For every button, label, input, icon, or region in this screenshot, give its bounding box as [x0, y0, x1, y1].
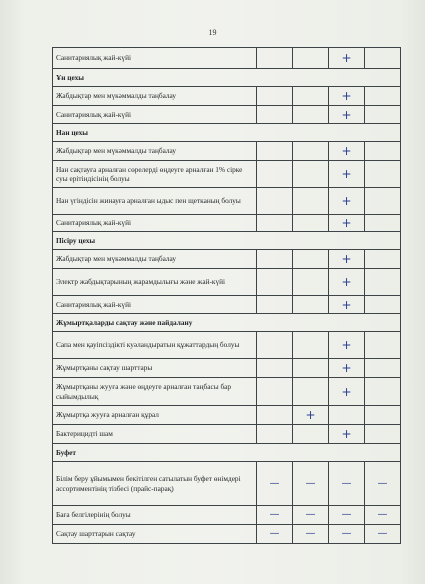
mark-cell	[293, 161, 329, 188]
handwritten-plus-mark: +	[341, 144, 352, 158]
table-row	[53, 269, 401, 296]
handwritten-plus-mark: +	[341, 216, 352, 230]
mark-cell	[257, 359, 293, 378]
mark-cell	[257, 332, 293, 359]
mark-cell	[329, 506, 365, 525]
mark-cell	[329, 406, 365, 425]
handwritten-plus-mark: +	[341, 275, 352, 289]
mark-cell	[329, 269, 365, 296]
handwritten-plus-mark: +	[341, 427, 352, 441]
table-row	[53, 506, 401, 525]
section-title: Нан цехы	[53, 124, 401, 142]
mark-cell	[329, 250, 365, 269]
table-row	[53, 106, 401, 124]
handwritten-dash-mark: —	[305, 477, 316, 489]
mark-cell	[329, 215, 365, 232]
table-row	[53, 250, 401, 269]
criterion-label: Баға белгілерінің болуы	[53, 506, 257, 525]
mark-cell	[365, 269, 401, 296]
mark-cell	[257, 87, 293, 106]
mark-cell	[329, 87, 365, 106]
mark-cell	[329, 48, 365, 69]
handwritten-plus-mark: +	[341, 297, 352, 312]
mark-cell	[257, 106, 293, 124]
criterion-label: Санитариялық жай-күйі	[53, 48, 257, 69]
mark-cell	[257, 506, 293, 525]
mark-cell	[293, 188, 329, 215]
table-row	[53, 48, 401, 69]
table-row	[53, 87, 401, 106]
mark-cell	[257, 378, 293, 406]
mark-cell	[293, 359, 329, 378]
handwritten-dash-mark: —	[341, 528, 352, 539]
criterion-label: Санитариялық жай-күйі	[53, 106, 257, 124]
handwritten-dash-mark: —	[377, 509, 388, 520]
mark-cell	[257, 250, 293, 269]
handwritten-plus-mark: +	[341, 194, 352, 208]
checklist-body	[53, 48, 401, 544]
mark-cell	[293, 142, 329, 161]
table-row	[53, 215, 401, 232]
mark-cell	[365, 378, 401, 406]
mark-cell	[365, 525, 401, 544]
table-row	[53, 378, 401, 406]
section-header-row	[53, 69, 401, 87]
mark-cell	[293, 425, 329, 444]
page-number: 19	[208, 28, 217, 37]
criterion-label: Жұмыртқаны сақтау шарттары	[53, 359, 257, 378]
mark-cell	[329, 525, 365, 544]
mark-cell	[329, 188, 365, 215]
handwritten-plus-mark: +	[341, 252, 352, 266]
mark-cell	[329, 296, 365, 314]
mark-cell	[257, 161, 293, 188]
handwritten-dash-mark: —	[269, 528, 280, 539]
table-row	[53, 425, 401, 444]
mark-cell	[293, 48, 329, 69]
criterion-label: Санитариялық жай-күйі	[53, 296, 257, 314]
handwritten-dash-mark: —	[341, 509, 352, 520]
criterion-label: Жабдықтар мен мүкәммалды таңбалау	[53, 250, 257, 269]
mark-cell	[257, 425, 293, 444]
inspection-checklist-table	[52, 47, 401, 544]
mark-cell	[257, 462, 293, 506]
handwritten-dash-mark: —	[305, 528, 316, 539]
section-header-row	[53, 314, 401, 332]
mark-cell	[365, 87, 401, 106]
mark-cell	[293, 506, 329, 525]
mark-cell	[329, 161, 365, 188]
mark-cell	[257, 142, 293, 161]
handwritten-dash-mark: —	[305, 509, 316, 520]
mark-cell	[257, 48, 293, 69]
handwritten-plus-mark: +	[341, 384, 352, 399]
handwritten-dash-mark: —	[269, 477, 280, 489]
handwritten-plus-mark: +	[341, 167, 352, 181]
handwritten-plus-mark: +	[341, 51, 352, 65]
mark-cell	[257, 215, 293, 232]
table-row	[53, 296, 401, 314]
criterion-label: Нан үгіндісін жинауға арналған ыдыс пен щетканың болуы	[53, 188, 257, 215]
criterion-label: Білім беру ұйымымен бекітілген сатылатын буфет өнімдері ассортиментінің тізбесі (прайс-парақ)	[53, 462, 257, 506]
table-row	[53, 406, 401, 425]
criterion-label: Сапа мен қауіпсіздікті куәландыратын құжаттардың болуы	[53, 332, 257, 359]
mark-cell	[257, 269, 293, 296]
table-row	[53, 332, 401, 359]
table-row	[53, 359, 401, 378]
mark-cell	[365, 215, 401, 232]
section-title: Жұмыртқаларды сақтау және пайдалану	[53, 314, 401, 332]
handwritten-dash-mark: —	[377, 477, 388, 489]
mark-cell	[293, 269, 329, 296]
criterion-label: Сақтау шарттарын сақтау	[53, 525, 257, 544]
handwritten-dash-mark: —	[269, 509, 280, 520]
section-header-row	[53, 444, 401, 462]
mark-cell	[257, 525, 293, 544]
mark-cell	[293, 462, 329, 506]
mark-cell	[329, 425, 365, 444]
handwritten-plus-mark: +	[341, 361, 352, 375]
mark-cell	[293, 87, 329, 106]
mark-cell	[365, 359, 401, 378]
mark-cell	[257, 406, 293, 425]
criterion-label: Жабдықтар мен мүкәммалды таңбалау	[53, 142, 257, 161]
criterion-label: Жабдықтар мен мүкәммалды таңбалау	[53, 87, 257, 106]
criterion-label: Нан сақтауға арналған сөрелерді өңдеуге арналған 1% сірке суы ерітіндісінің болуы	[53, 161, 257, 188]
mark-cell	[365, 506, 401, 525]
mark-cell	[365, 250, 401, 269]
table-row	[53, 525, 401, 544]
mark-cell	[257, 188, 293, 215]
mark-cell	[329, 106, 365, 124]
mark-cell	[365, 188, 401, 215]
mark-cell	[365, 296, 401, 314]
mark-cell	[329, 462, 365, 506]
mark-cell	[293, 215, 329, 232]
mark-cell	[329, 142, 365, 161]
mark-cell	[329, 332, 365, 359]
mark-cell	[365, 332, 401, 359]
mark-cell	[293, 250, 329, 269]
mark-cell	[329, 378, 365, 406]
criterion-label: Бактерицидті шам	[53, 425, 257, 444]
mark-cell	[293, 296, 329, 314]
section-header-row	[53, 124, 401, 142]
mark-cell	[365, 425, 401, 444]
section-header-row	[53, 232, 401, 250]
criterion-label: Санитариялық жай-күйі	[53, 215, 257, 232]
mark-cell	[365, 48, 401, 69]
mark-cell	[293, 332, 329, 359]
mark-cell	[293, 525, 329, 544]
mark-cell	[365, 161, 401, 188]
handwritten-plus-mark: +	[305, 408, 316, 422]
section-title: Ұн цехы	[53, 69, 401, 87]
mark-cell	[293, 406, 329, 425]
table-row	[53, 161, 401, 188]
handwritten-plus-mark: +	[341, 107, 352, 122]
mark-cell	[293, 378, 329, 406]
criterion-label: Жұмыртқаны жууға және өңдеуге арналған таңбасы бар сыйымдылық	[53, 378, 257, 406]
mark-cell	[257, 296, 293, 314]
handwritten-plus-mark: +	[341, 338, 352, 352]
mark-cell	[329, 359, 365, 378]
handwritten-dash-mark: —	[377, 528, 388, 539]
section-title: Буфет	[53, 444, 401, 462]
handwritten-dash-mark: —	[341, 477, 352, 489]
mark-cell	[365, 406, 401, 425]
handwritten-plus-mark: +	[341, 89, 352, 103]
mark-cell	[365, 462, 401, 506]
section-title: Пісіру цехы	[53, 232, 401, 250]
table-row	[53, 462, 401, 506]
criterion-label: Электр жабдықтарының жарамдылығы және жай-күйі	[53, 269, 257, 296]
mark-cell	[365, 142, 401, 161]
mark-cell	[293, 106, 329, 124]
table-row	[53, 142, 401, 161]
mark-cell	[365, 106, 401, 124]
table-row	[53, 188, 401, 215]
criterion-label: Жұмыртқа жууға арналған құрал	[53, 406, 257, 425]
